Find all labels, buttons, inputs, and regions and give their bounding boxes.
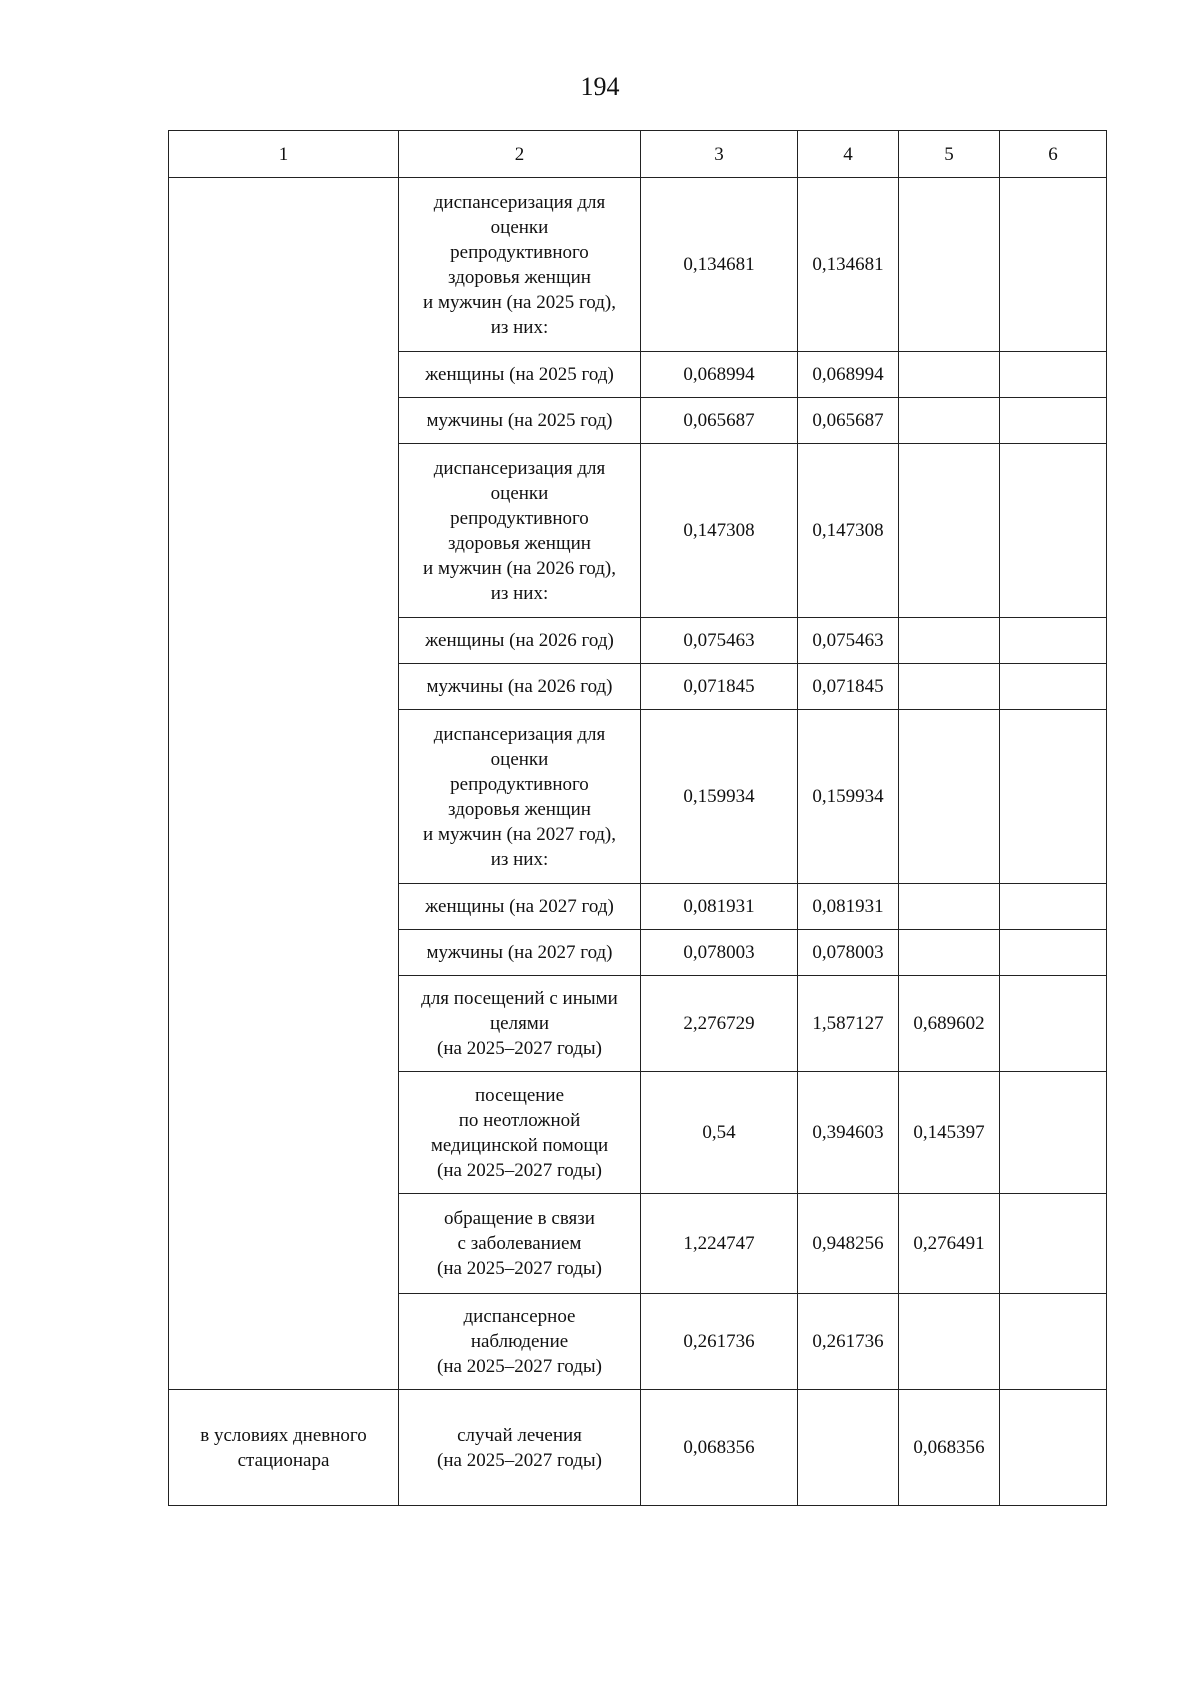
header-col-5: 5 (899, 131, 1000, 178)
header-col-6: 6 (1000, 131, 1107, 178)
cell-col-3: 0,071845 (641, 664, 798, 710)
cell-col-5 (899, 1294, 1000, 1390)
row-label: диспансеризация для оценки репродуктивного здоровья женщин и мужчин (на 2026 год), из них: (399, 444, 641, 618)
cell-col-6 (1000, 976, 1107, 1072)
table-row-day-hospital (169, 1390, 1107, 1506)
row-label: женщины (на 2025 год) (399, 352, 641, 398)
cell-col-6 (1000, 178, 1107, 352)
cell-col-5 (899, 398, 1000, 444)
cell-col-4: 0,948256 (798, 1194, 899, 1294)
cell-col-5: 0,276491 (899, 1194, 1000, 1294)
cell-col-4: 0,081931 (798, 884, 899, 930)
data-table (168, 130, 1107, 1506)
cell-col-5 (899, 664, 1000, 710)
cell-col-4: 0,071845 (798, 664, 899, 710)
row-label: мужчины (на 2025 год) (399, 398, 641, 444)
cell-col-5 (899, 444, 1000, 618)
header-row (169, 131, 1107, 178)
category-cell-empty (169, 178, 399, 1390)
cell-col-4: 0,261736 (798, 1294, 899, 1390)
row-label: для посещений с иными целями (на 2025–2027 годы) (399, 976, 641, 1072)
cell-col-3: 0,078003 (641, 930, 798, 976)
cell-col-6 (1000, 710, 1107, 884)
cell-col-3: 0,075463 (641, 618, 798, 664)
row-label: диспансеризация для оценки репродуктивного здоровья женщин и мужчин (на 2027 год), из них: (399, 710, 641, 884)
cell-col-3: 0,134681 (641, 178, 798, 352)
cell-col-6 (1000, 352, 1107, 398)
header-col-4: 4 (798, 131, 899, 178)
row-label: мужчины (на 2026 год) (399, 664, 641, 710)
cell-col-3: 0,068994 (641, 352, 798, 398)
row-label: обращение в связи с заболеванием (на 2025–2027 годы) (399, 1194, 641, 1294)
cell-col-4: 0,078003 (798, 930, 899, 976)
cell-col-4: 0,075463 (798, 618, 899, 664)
cell-col-6 (1000, 618, 1107, 664)
cell-col-4: 0,394603 (798, 1072, 899, 1194)
cell-col-3: 0,065687 (641, 398, 798, 444)
cell-col-3: 0,159934 (641, 710, 798, 884)
row-label: случай лечения (на 2025–2027 годы) (399, 1390, 641, 1506)
cell-col-5: 0,145397 (899, 1072, 1000, 1194)
cell-col-5 (899, 352, 1000, 398)
row-label: женщины (на 2027 год) (399, 884, 641, 930)
header-col-3: 3 (641, 131, 798, 178)
cell-col-4: 0,134681 (798, 178, 899, 352)
cell-col-6 (1000, 398, 1107, 444)
cell-col-5 (899, 178, 1000, 352)
cell-col-6 (1000, 1390, 1107, 1506)
cell-col-5: 0,689602 (899, 976, 1000, 1072)
cell-col-5 (899, 710, 1000, 884)
cell-col-3: 0,54 (641, 1072, 798, 1194)
page-number: 194 (580, 72, 620, 101)
cell-col-3: 0,261736 (641, 1294, 798, 1390)
cell-col-3: 0,147308 (641, 444, 798, 618)
cell-col-4: 0,147308 (798, 444, 899, 618)
cell-col-4 (798, 1390, 899, 1506)
cell-col-3: 0,081931 (641, 884, 798, 930)
table-row (169, 178, 1107, 352)
cell-col-3: 2,276729 (641, 976, 798, 1072)
cell-col-6 (1000, 664, 1107, 710)
cell-col-5 (899, 618, 1000, 664)
cell-col-3: 1,224747 (641, 1194, 798, 1294)
cell-col-4: 1,587127 (798, 976, 899, 1072)
cell-col-6 (1000, 1072, 1107, 1194)
cell-col-6 (1000, 444, 1107, 618)
row-label: диспансерное наблюдение (на 2025–2027 годы) (399, 1294, 641, 1390)
cell-col-6 (1000, 930, 1107, 976)
row-label: диспансеризация для оценки репродуктивного здоровья женщин и мужчин (на 2025 год), из них: (399, 178, 641, 352)
row-label: посещение по неотложной медицинской помощи (на 2025–2027 годы) (399, 1072, 641, 1194)
cell-col-5 (899, 884, 1000, 930)
category-cell: в условиях дневного стационара (169, 1390, 399, 1506)
cell-col-6 (1000, 884, 1107, 930)
cell-col-5 (899, 930, 1000, 976)
cell-col-4: 0,065687 (798, 398, 899, 444)
cell-col-4: 0,159934 (798, 710, 899, 884)
row-label: женщины (на 2026 год) (399, 618, 641, 664)
cell-col-4: 0,068994 (798, 352, 899, 398)
cell-col-6 (1000, 1194, 1107, 1294)
cell-col-5: 0,068356 (899, 1390, 1000, 1506)
row-label: мужчины (на 2027 год) (399, 930, 641, 976)
header-col-2: 2 (399, 131, 641, 178)
header-col-1: 1 (169, 131, 399, 178)
cell-col-3: 0,068356 (641, 1390, 798, 1506)
cell-col-6 (1000, 1294, 1107, 1390)
